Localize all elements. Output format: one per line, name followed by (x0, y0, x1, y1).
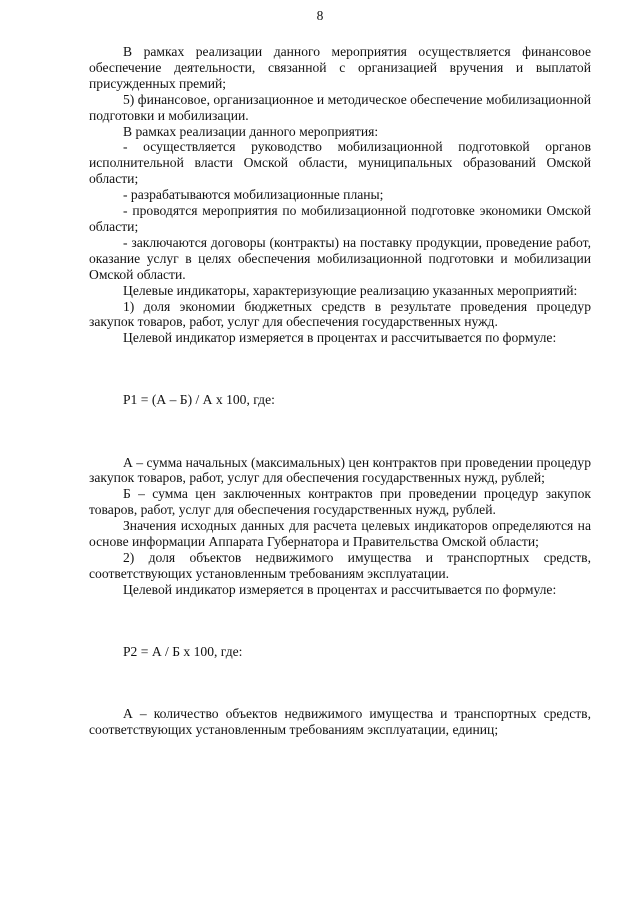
paragraph: А – сумма начальных (максимальных) цен контрактов при проведении процедур закупок товаров, работ, услуг для обеспечения государственных нужд, рублей; (89, 454, 591, 486)
paragraph: Целевой индикатор измеряется в процентах и рассчитывается по формуле: (123, 330, 557, 346)
paragraph: - осуществляется руководство мобилизационной подготовкой органов исполнительной власти Омской области, муниципальных образований Омской области; (89, 139, 591, 187)
page-number: 8 (316, 8, 324, 23)
paragraph: Целевые индикаторы, характеризующие реализацию указанных мероприятий: (123, 282, 578, 298)
paragraph: 1) доля экономии бюджетных средств в результате проведения процедур закупок товаров, работ, услуг для обеспечения государственных нужд. (89, 298, 591, 330)
spacer (89, 422, 591, 441)
paragraph: Б – сумма цен заключенных контрактов при проведении процедур закупок товаров, работ, услуг для обеспечения государственных нужд, рублей. (89, 486, 591, 518)
paragraph: Целевой индикатор измеряется в процентах и рассчитывается по формуле: (123, 581, 557, 597)
spacer (89, 611, 591, 630)
paragraph: В рамках реализации данного мероприятия осуществляется финансовое обеспечение деятельности, связанной с организацией вручения и выплатой присужденных премий; (89, 44, 591, 91)
spacer (89, 673, 591, 692)
paragraph: - проводятся мероприятия по мобилизационной подготовке экономики Омской области; (89, 203, 591, 234)
paragraph: Значения исходных данных для расчета целевых индикаторов определяются на основе информации Аппарата Губернатора и Правительства Омской области; (89, 518, 591, 550)
spacer (89, 360, 591, 379)
paragraph: - разрабатываются мобилизационные планы; (123, 187, 384, 203)
paragraph: А – количество объектов недвижимого имущества и транспортных средств, соответствующих установленным требованиям эксплуатации, единиц; (89, 705, 591, 737)
formula: P2 = А / Б x 100, где: (123, 643, 243, 659)
document-body (89, 44, 591, 738)
paragraph: В рамках реализации данного мероприятия: (123, 123, 379, 139)
paragraph: - заключаются договоры (контракты) на поставку продукции, проведение работ, оказание услуг в целях обеспечения мобилизационной подготовки и мобилизации Омской области. (89, 234, 591, 282)
paragraph: 5) финансовое, организационное и методическое обеспечение мобилизационной подготовки и мобилизации. (89, 91, 591, 123)
formula: P1 = (А – Б) / А x 100, где: (123, 392, 275, 408)
paragraph: 2) доля объектов недвижимого имущества и транспортных средств, соответствующих установленным требованиям эксплуатации. (89, 549, 591, 581)
